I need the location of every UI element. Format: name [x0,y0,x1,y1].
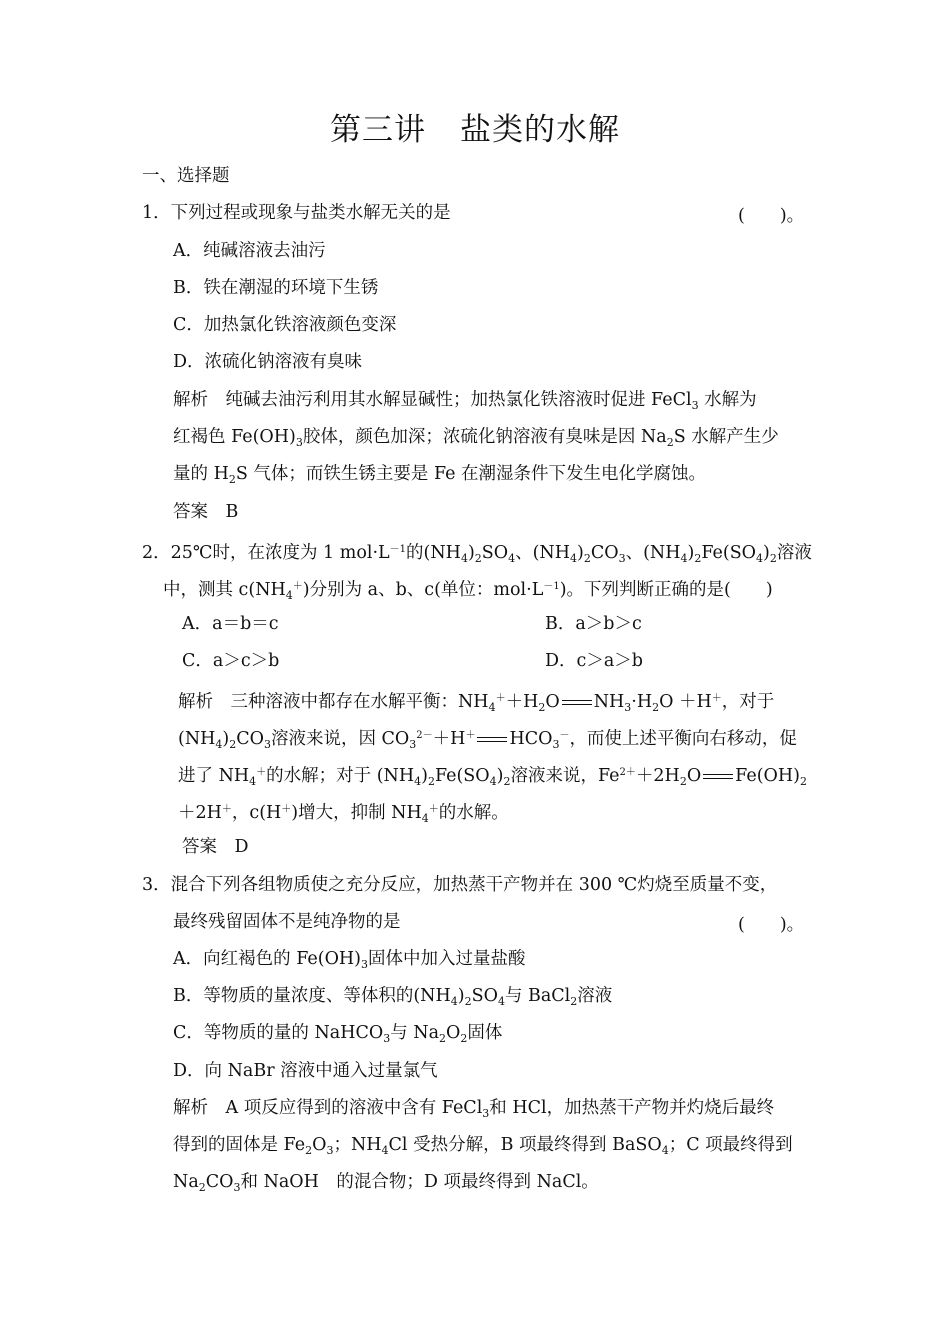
q1-analysis-line2: 红褐色 $Fe(OH)_3$胶体，颜色加深；浓硫化钠溶液有臭味是因 $Na_2S$ 水解产生少 [173,427,779,449]
q3-analysis-line2: 得到的固体是 $Fe_2O_3$；$NH_4Cl$ 受热分解，B 项最终得到 BaSO$_4$；C 项最终得到 [173,1135,793,1157]
equilibrium-arrow-icon [703,772,733,782]
q2-analysis-line1: 解析 三种溶液中都存在水解平衡：$NH_4^++H_2O$ $NH_3\cdot H_2O +H^+$，对于 [178,692,775,714]
page-title [0,104,950,149]
q2-analysis-line3: 进了 $NH_4^+$的水解；对于 $(NH_4)_2Fe(SO_4)_2$溶液来说，$Fe^{2+}+2H_2O$ $Fe(OH)_2$ [178,766,807,788]
q3-answer-paren: ( )。 [738,915,805,935]
q1-option-a: A．纯碱溶液去油污 [173,241,326,261]
equilibrium-arrow-icon [562,698,592,708]
q2-analysis-line4: ＋2H＋，c(H＋)增大，抑制 $NH_4^+$的水解。 [178,803,509,825]
q2-answer: 答案 D [182,837,249,857]
q1-option-c: C．加热氯化铁溶液颜色变深 [173,315,397,335]
title-main: 第三讲 [330,112,426,148]
q1-stem: 1．下列过程或现象与盐类水解无关的是 [142,203,451,223]
q3-stem-line2: 最终残留固体不是纯净物的是 [173,912,401,932]
q1-analysis-line1: 解析 纯碱去油污利用其水解显碱性；加热氯化铁溶液时促进 FeCl$_3$ 水解为 [173,390,757,412]
q3-analysis-line1: 解析 A 项反应得到的溶液中含有 FeCl$_3$和 HCl，加热蒸干产物并灼烧后最终 [173,1098,775,1120]
q1-answer: 答案 B [173,502,239,522]
q3-option-a: A．向红褐色的 $Fe(OH)_3$固体中加入过量盐酸 [173,949,526,971]
q3-option-d: D．向 NaBr 溶液中通入过量氯气 [173,1061,438,1081]
q1-answer-paren: ( )。 [738,206,805,226]
section-heading: 一、选择题 [142,166,230,186]
title-sub: 盐类的水解 [460,112,620,148]
q2-option-c: C．a＞c＞b [182,651,280,671]
q1-analysis-line3: 量的 $H_2S$ 气体；而铁生锈主要是 Fe 在潮湿条件下发生电化学腐蚀。 [173,464,707,486]
q3-option-b: B．等物质的量浓度、等体积的$(NH_4)_2SO_4$与 BaCl$_2$溶液 [173,986,613,1008]
q2-analysis-line2: $(NH_4)_2CO_3$溶液来说，因 $CO_3^{2-}+H^+$ $HCO_3^-$，而使上述平衡向右移动，促 [178,729,797,751]
q2-stem-line2: 中，测其 $c(NH_4^+)$分别为 a、b、c(单位：$mol\cdot L^{-1}$)。下列判断正确的是( ) [163,580,773,602]
q2-option-a: A．a＝b＝c [182,614,279,634]
analysis-label: 解析 [173,390,208,410]
q2-option-b: B．a＞b＞c [545,614,642,634]
q3-option-c: C．等物质的量的 NaHCO$_3$与 $Na_2O_2$固体 [173,1023,503,1045]
q1-option-d: D．浓硫化钠溶液有臭味 [173,352,363,372]
q1-option-b: B．铁在潮湿的环境下生锈 [173,278,379,298]
q2-option-d: D．c＞a＞b [545,651,643,671]
q3-stem-line1: 3．混合下列各组物质使之充分反应，加热蒸干产物并在 300 ℃灼烧至质量不变， [142,875,778,895]
equilibrium-arrow-icon [477,735,507,745]
q3-analysis-line3: $Na_2CO_3$和 NaOH 的混合物；D 项最终得到 NaCl。 [173,1172,599,1194]
q2-stem-line1: 2．25℃时，在浓度为 1 $mol\cdot L^{-1}$的$(NH_4)_2SO_4$、$(NH_4)_2CO_3$、$(NH_4)_2Fe(SO_4)_2$溶液 [142,543,812,565]
